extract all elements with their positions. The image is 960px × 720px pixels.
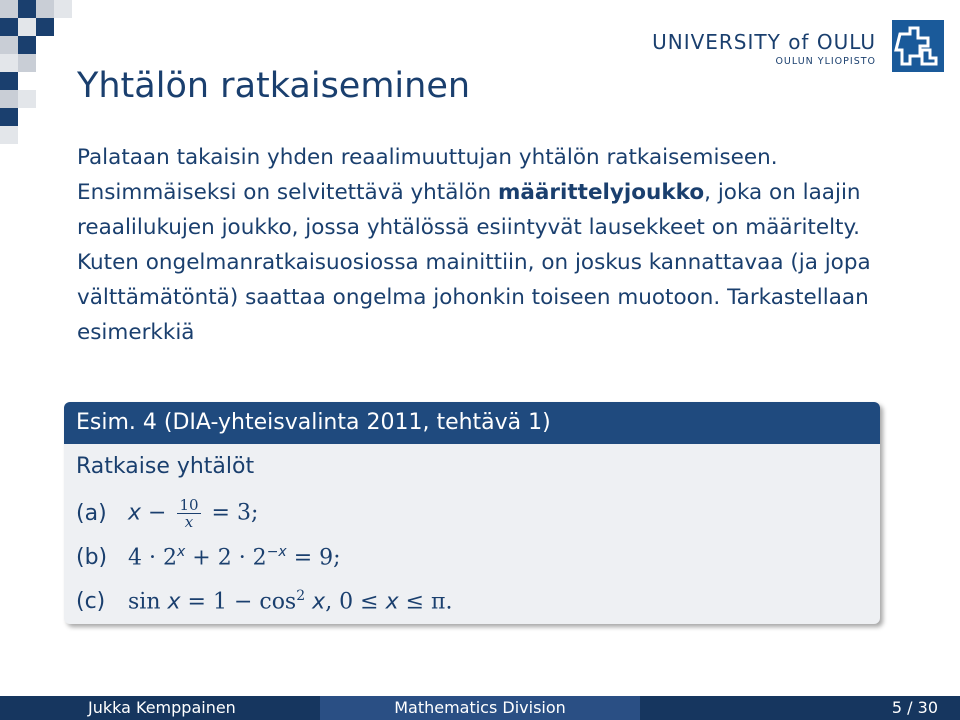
minus-sign: − xyxy=(141,500,174,525)
example-intro: Ratkaise yhtälöt xyxy=(76,454,255,479)
footer-bar xyxy=(0,696,960,720)
term-5: ≤ π. xyxy=(398,589,453,615)
logo-main-text: UNIVERSITY of OULU xyxy=(652,30,876,54)
item-label: (a) xyxy=(76,500,107,526)
fraction xyxy=(177,497,200,530)
var-x: x xyxy=(312,589,326,615)
paragraph-1-bold-term: määrittelyjoukko xyxy=(498,180,705,205)
var-x: x xyxy=(167,589,181,615)
paragraph-2: Kuten ongelmanratkaisuosiossa mainittiin, on joskus kannattavaa (ja jopa välttämätöntä) saattaa ongelma johonkin toiseen muotoon. Tarkastellaan esimerkkiä xyxy=(77,250,871,345)
fraction-numerator: 10 xyxy=(179,495,199,514)
example-heading: Esim. 4 (DIA-yhteisvalinta 2011, tehtävä 1) xyxy=(64,402,880,444)
slide-body xyxy=(77,140,917,350)
paragraph-1-after: , joka on laajin reaalilukujen joukko, jossa yhtälössä esiintyvät lausekkeet on määritelty. xyxy=(77,180,861,240)
example-item-b xyxy=(76,535,868,579)
term-1: sin xyxy=(128,589,168,615)
item-label: (c) xyxy=(76,588,106,614)
fraction-denominator: x xyxy=(184,512,194,531)
item-label: (b) xyxy=(76,544,108,570)
term-1: 4 · 2 xyxy=(128,545,177,571)
equation-rest: = 3; xyxy=(204,500,259,525)
slide-title: Yhtälön ratkaiseminen xyxy=(77,66,471,106)
example-body xyxy=(64,444,880,624)
term-4: , 0 ≤ xyxy=(325,589,386,615)
footer-page-number: 5 / 30 xyxy=(640,696,960,720)
exponent-2: −x xyxy=(266,543,287,560)
equation-b xyxy=(128,544,341,570)
example-block xyxy=(64,402,880,624)
var-x: x xyxy=(385,589,399,615)
oulu-logo-icon xyxy=(892,20,944,72)
logo-sub-text: OULUN YLIOPISTO xyxy=(775,56,876,67)
paragraph-1-before: Palataan takaisin yhden reaalimuuttujan yhtälön ratkaisemiseen. Ensimmäiseksi on selvitettävä yhtälön xyxy=(77,145,778,205)
term-2: + 2 · 2 xyxy=(185,545,267,571)
example-item-c xyxy=(76,579,868,623)
term-3: = 9; xyxy=(286,545,341,571)
footer-division: Mathematics Division xyxy=(320,696,640,720)
footer-author: Jukka Kemppainen xyxy=(0,696,320,720)
equation-c xyxy=(128,588,453,614)
var-x: x xyxy=(128,500,142,525)
paragraph-1 xyxy=(77,140,917,245)
exponent: 2 xyxy=(296,587,306,604)
exponent-1: x xyxy=(176,543,186,560)
university-logo-text xyxy=(652,30,876,67)
example-item-a xyxy=(76,491,868,535)
term-2: = 1 − cos xyxy=(180,589,297,615)
equation-a xyxy=(128,497,258,530)
